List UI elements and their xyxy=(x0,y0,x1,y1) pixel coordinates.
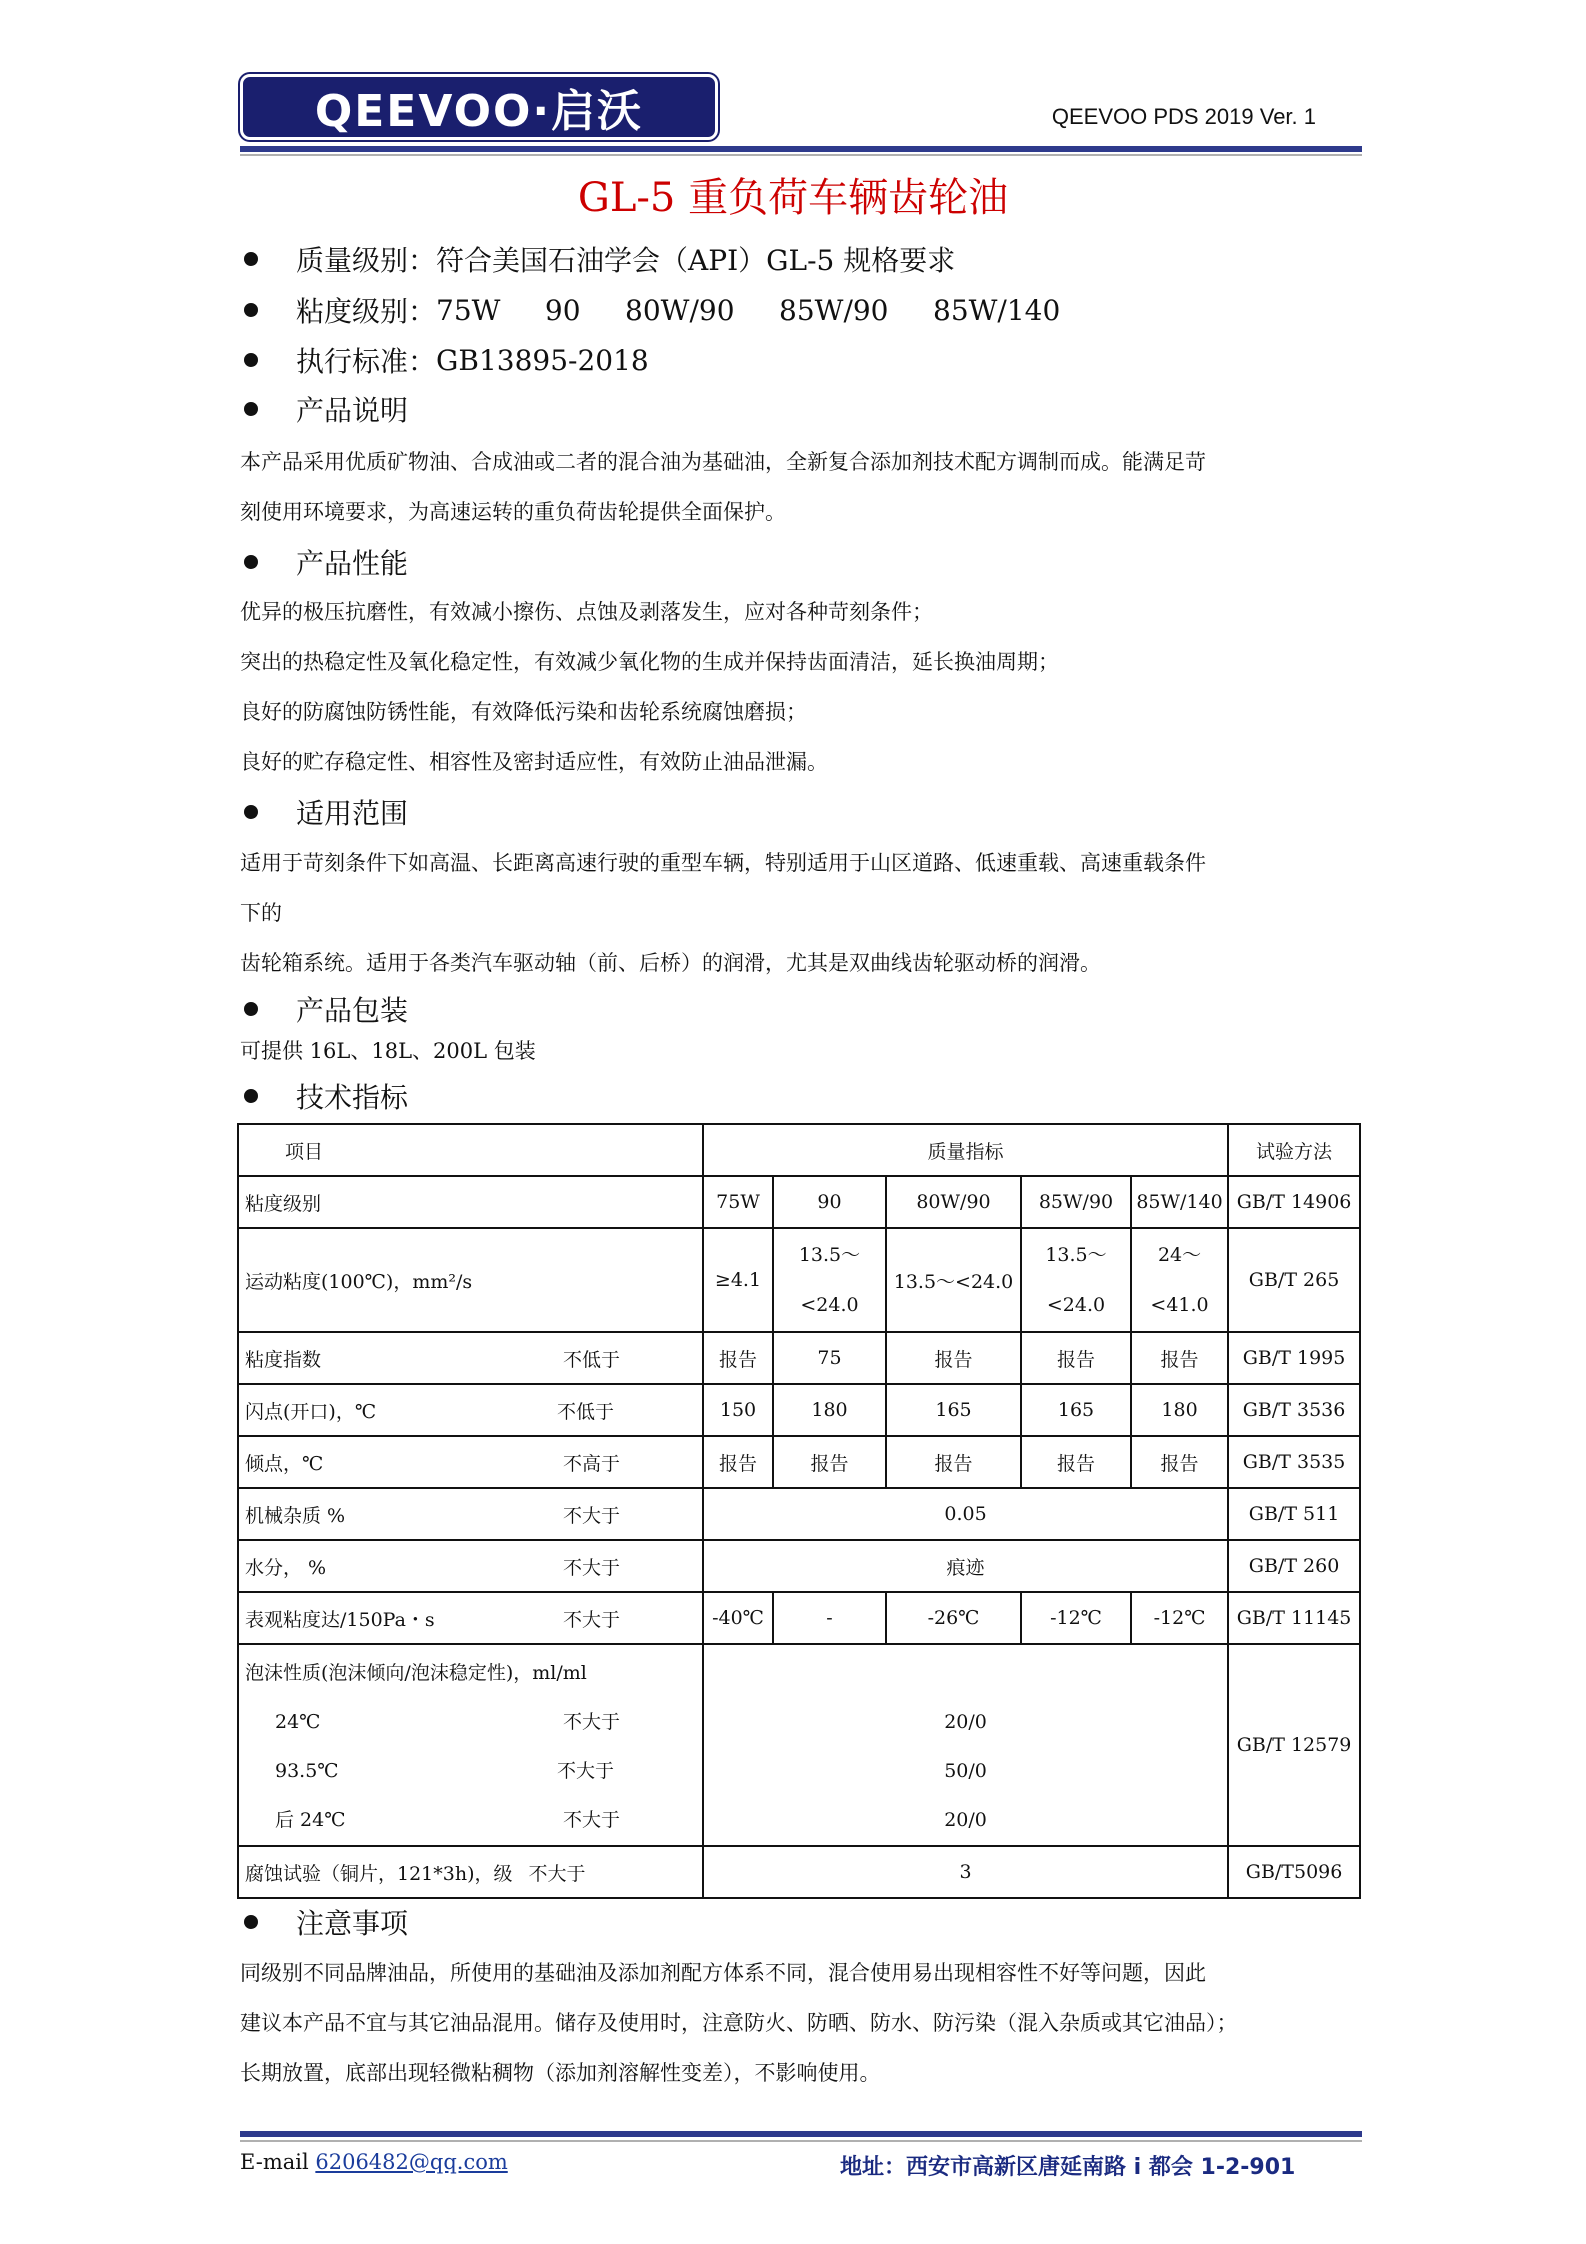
row-label-text: 泡沫性质(泡沫倾向/泡沫稳定性)，ml/ml xyxy=(245,1662,587,1684)
section-heading-text: 产品说明 xyxy=(296,394,409,427)
cell: 85W/140 xyxy=(1131,1176,1228,1228)
viscosity-grade-label: 粘度级别： xyxy=(296,295,437,328)
cell: 180 xyxy=(1131,1384,1228,1436)
limit-text: 不大于 xyxy=(556,1760,614,1782)
foam-temp: 24℃ xyxy=(275,1711,321,1733)
footer-rule xyxy=(240,2131,1362,2137)
cell: -26℃ xyxy=(886,1592,1021,1644)
cell: 报告 xyxy=(1021,1436,1131,1488)
text-line: 突出的热稳定性及氧化稳定性，有效减少氧化物的生成并保持齿面清洁，延长换油周期； xyxy=(240,650,1059,674)
row-label xyxy=(238,1332,703,1384)
section-heading-performance xyxy=(240,540,408,584)
section-heading-description xyxy=(240,387,408,431)
spec-table xyxy=(237,1123,1361,1899)
header-rule-thin xyxy=(240,154,1362,156)
cell: 13.5～<24.0 xyxy=(886,1228,1021,1332)
row-label: 粘度级别 xyxy=(238,1176,703,1228)
method-cell: GB/T 1995 xyxy=(1228,1332,1360,1384)
bullet-icon xyxy=(244,1915,258,1929)
cell: 报告 xyxy=(1131,1332,1228,1384)
cell: 180 xyxy=(773,1384,886,1436)
text-line: 下的 xyxy=(240,901,282,925)
footer-rule-thin xyxy=(240,2140,1362,2142)
method-cell: GB/T5096 xyxy=(1228,1846,1360,1898)
row-label xyxy=(238,1644,703,1846)
row-label xyxy=(238,1540,703,1592)
table-row xyxy=(238,1644,1360,1846)
text-line: 刻使用环境要求，为高速运转的重负荷齿轮提供全面保护。 xyxy=(240,500,786,524)
brand-logo xyxy=(240,74,718,140)
section-heading-packaging xyxy=(240,987,408,1031)
row-label-text: 水分， % xyxy=(245,1556,327,1579)
text-line: 可提供 16L、18L、200L 包装 xyxy=(240,1039,536,1063)
performance-paragraph xyxy=(240,587,1360,787)
section-heading-text: 注意事项 xyxy=(296,1907,409,1940)
cell-line: 13.5～ xyxy=(1045,1244,1107,1266)
method-cell: GB/T 14906 xyxy=(1228,1176,1360,1228)
method-cell: GB/T 3535 xyxy=(1228,1436,1360,1488)
footer-address: 地址：西安市高新区唐延南路 i 都会 1-2-901 xyxy=(840,2155,1296,2180)
section-heading-text: 技术指标 xyxy=(296,1081,409,1114)
notes-paragraph xyxy=(240,1948,1360,2098)
method-cell: GB/T 511 xyxy=(1228,1488,1360,1540)
cell: 150 xyxy=(703,1384,773,1436)
standard-row xyxy=(240,338,649,382)
cell: 0.05 xyxy=(703,1488,1228,1540)
limit-text: 不低于 xyxy=(562,1348,620,1371)
table-row xyxy=(238,1384,1360,1436)
row-label-text: 闪点(开口)，℃ xyxy=(245,1400,377,1423)
bullet-icon xyxy=(244,1002,258,1016)
text-line: 本产品采用优质矿物油、合成油或二者的混合油为基础油，全新复合添加剂技术配方调制而成。能满足苛 xyxy=(240,450,1206,474)
row-label-text: 腐蚀试验（铜片，121*3h)，级 xyxy=(245,1862,513,1885)
cell: 85W/90 xyxy=(1021,1176,1131,1228)
viscosity-grade-value: 75W 90 80W/90 85W/90 85W/140 xyxy=(436,293,1061,327)
limit-text: 不大于 xyxy=(562,1556,620,1579)
text-line: 适用于苛刻条件下如高温、长距离高速行驶的重型车辆，特别适用于山区道路、低速重载、高速重载条件 xyxy=(240,851,1206,875)
text-line: 良好的贮存稳定性、相容性及密封适应性，有效防止油品泄漏。 xyxy=(240,750,828,774)
method-cell: GB/T 12579 xyxy=(1228,1644,1360,1846)
limit-text: 不大于 xyxy=(562,1809,620,1831)
table-row xyxy=(238,1540,1360,1592)
cell-line: <24.0 xyxy=(800,1294,859,1316)
foam-sub-row xyxy=(245,1747,700,1796)
cell-line: 20/0 xyxy=(944,1809,987,1831)
cell: 报告 xyxy=(1021,1332,1131,1384)
section-heading-text: 适用范围 xyxy=(296,797,409,830)
email-label: E-mail xyxy=(240,2150,316,2174)
method-cell: GB/T 11145 xyxy=(1228,1592,1360,1644)
header-method: 试验方法 xyxy=(1228,1124,1360,1176)
bullet-icon xyxy=(244,805,258,819)
foam-sub-row xyxy=(245,1796,700,1845)
logo-text: QEEVOO·启沃 xyxy=(314,86,644,137)
text-line: 同级别不同品牌油品，所使用的基础油及添加剂配方体系不同，混合使用易出现相容性不好等问题，因此 xyxy=(240,1961,1206,1985)
bullet-icon xyxy=(244,303,258,317)
row-label-text: 机械杂质 % xyxy=(245,1504,346,1527)
viscosity-grade-row xyxy=(240,288,1060,332)
row-label-text: 表观粘度达/150Pa・s xyxy=(245,1608,435,1631)
text-line: 齿轮箱系统。适用于各类汽车驱动轴（前、后桥）的润滑，尤其是双曲线齿轮驱动桥的润滑。 xyxy=(240,951,1101,975)
page-title: GL-5 重负荷车辆齿轮油 xyxy=(577,175,1009,221)
section-heading-notes xyxy=(240,1900,408,1944)
cell xyxy=(1131,1228,1228,1332)
cell xyxy=(1021,1228,1131,1332)
application-paragraph xyxy=(240,838,1360,988)
cell: 80W/90 xyxy=(886,1176,1021,1228)
cell-line: 13.5～ xyxy=(798,1244,861,1266)
cell: -12℃ xyxy=(1131,1592,1228,1644)
limit-text: 不低于 xyxy=(556,1400,614,1423)
footer-email xyxy=(240,2150,508,2174)
cell: 痕迹 xyxy=(703,1540,1228,1592)
foam-values xyxy=(703,1644,1228,1846)
cell-line: 50/0 xyxy=(944,1760,987,1782)
section-heading-text: 产品性能 xyxy=(296,547,409,580)
foam-temp: 后 24℃ xyxy=(275,1809,346,1831)
packaging-paragraph xyxy=(240,1026,1360,1076)
cell: 165 xyxy=(886,1384,1021,1436)
section-heading-application xyxy=(240,790,408,834)
header-item: 项目 xyxy=(238,1124,703,1176)
cell: 165 xyxy=(1021,1384,1131,1436)
cell: 75W xyxy=(703,1176,773,1228)
cell: 90 xyxy=(773,1176,886,1228)
section-heading-specs xyxy=(240,1074,408,1118)
foam-sub-row xyxy=(245,1698,700,1747)
cell: -12℃ xyxy=(1021,1592,1131,1644)
standard-label: 执行标准： xyxy=(296,345,437,378)
table-row xyxy=(238,1592,1360,1644)
bullet-icon xyxy=(244,1089,258,1103)
text-line: 长期放置，底部出现轻微粘稠物（添加剂溶解性变差），不影响使用。 xyxy=(240,2061,881,2085)
table-row xyxy=(238,1846,1360,1898)
cell: 报告 xyxy=(1131,1436,1228,1488)
limit-text: 不大于 xyxy=(562,1504,620,1527)
bullet-icon xyxy=(244,252,258,266)
cell-line: <24.0 xyxy=(1046,1294,1106,1316)
table-row xyxy=(238,1436,1360,1488)
row-label xyxy=(238,1488,703,1540)
header-quality: 质量指标 xyxy=(703,1124,1228,1176)
text-line: 优异的极压抗磨性，有效减小擦伤、点蚀及剥落发生，应对各种苛刻条件； xyxy=(240,600,933,624)
method-cell: GB/T 260 xyxy=(1228,1540,1360,1592)
section-heading-text: 产品包装 xyxy=(296,994,409,1027)
row-label-text: 粘度指数 xyxy=(245,1348,322,1371)
cell: - xyxy=(773,1592,886,1644)
row-label xyxy=(238,1384,703,1436)
cell-line: <41.0 xyxy=(1150,1294,1209,1316)
cell: 报告 xyxy=(703,1436,773,1488)
cell: 报告 xyxy=(703,1332,773,1384)
text-line: 良好的防腐蚀防锈性能，有效降低污染和齿轮系统腐蚀磨损； xyxy=(240,700,807,724)
limit-text: 不大于 xyxy=(562,1608,620,1631)
table-header-row xyxy=(238,1124,1360,1176)
cell: 3 xyxy=(703,1846,1228,1898)
quality-grade-row xyxy=(240,237,955,281)
table-row xyxy=(238,1228,1360,1332)
row-label-text: 倾点，℃ xyxy=(245,1452,324,1475)
cell-line: 24～ xyxy=(1157,1244,1202,1266)
cell: 报告 xyxy=(773,1436,886,1488)
cell: ≥4.1 xyxy=(703,1228,773,1332)
limit-text: 不大于 xyxy=(562,1711,620,1733)
limit-text: 不大于 xyxy=(528,1862,586,1885)
table-row xyxy=(238,1176,1360,1228)
bullet-icon xyxy=(244,353,258,367)
bullet-icon xyxy=(244,402,258,416)
table-row xyxy=(238,1488,1360,1540)
standard-value: GB13895-2018 xyxy=(436,343,649,377)
cell: 报告 xyxy=(886,1436,1021,1488)
method-cell: GB/T 3536 xyxy=(1228,1384,1360,1436)
quality-grade-value: 符合美国石油学会（API）GL-5 规格要求 xyxy=(436,244,956,277)
document-code: QEEVOO PDS 2019 Ver. 1 xyxy=(1051,104,1316,129)
limit-text: 不高于 xyxy=(562,1452,620,1475)
bullet-icon xyxy=(244,555,258,569)
header-rule xyxy=(240,146,1362,152)
row-label xyxy=(238,1846,703,1898)
cell: 75 xyxy=(773,1332,886,1384)
cell-line: 20/0 xyxy=(944,1711,987,1733)
email-link[interactable]: 6206482@qq.com xyxy=(315,2150,508,2174)
cell xyxy=(773,1228,886,1332)
cell: -40℃ xyxy=(703,1592,773,1644)
row-label xyxy=(238,1592,703,1644)
description-paragraph xyxy=(240,437,1360,537)
row-label: 运动粘度(100℃)，mm²/s xyxy=(238,1228,703,1332)
row-label xyxy=(238,1436,703,1488)
quality-grade-label: 质量级别： xyxy=(296,244,437,277)
table-row xyxy=(238,1332,1360,1384)
text-line: 建议本产品不宜与其它油品混用。储存及使用时，注意防火、防晒、防水、防污染（混入杂质或其它油品）； xyxy=(240,2011,1238,2035)
foam-temp: 93.5℃ xyxy=(275,1760,339,1782)
method-cell: GB/T 265 xyxy=(1228,1228,1360,1332)
cell: 报告 xyxy=(886,1332,1021,1384)
